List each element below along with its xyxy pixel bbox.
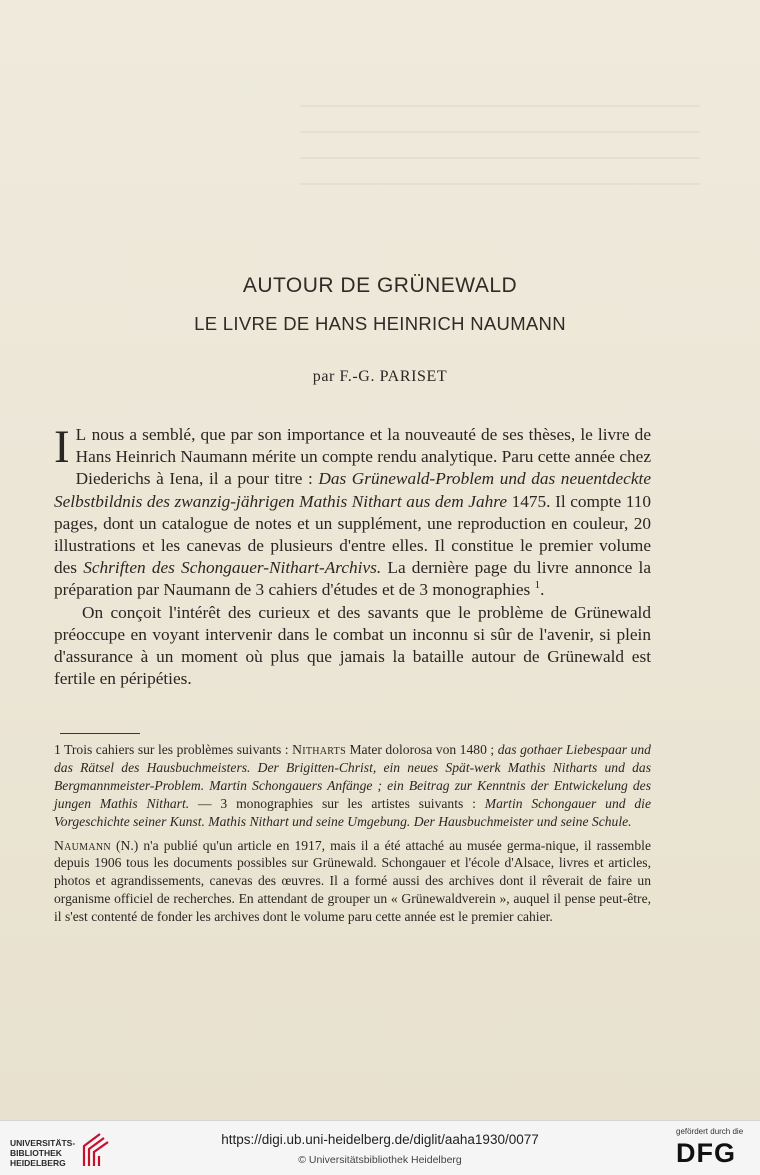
paragraph-1-end: . [540,580,545,600]
footnote-1-titles-2: Martin Schongauer und die Vorgeschichte seiner Kunst. Mathis Nithart und seine Umgebung. Der Hausbuchmeister und seine Schule. [54,795,651,829]
footnote-1-text-b: Mater dolorosa von 1480 ; [345,742,498,757]
footnote-1 [54,741,651,831]
viewer-footer [0,1120,760,1175]
article-subtitle: LE LIVRE DE HANS HEINRICH NAUMANN [194,313,566,334]
footnote-1-text-a: Trois cahiers sur les problèmes suivants : [60,742,293,757]
footnote-1-number: 1 [54,742,61,757]
library-name-line-3: HEIDELBERG [10,1158,66,1168]
article-title: AUTOUR DE GRÜNEWALD [242,274,518,297]
footnote-1-text-c: — 3 monographies sur les artistes suivants : [189,795,485,811]
dfg-funding-note: gefördert durch die [676,1127,744,1136]
library-name-line-2: BIBLIOTHEK [10,1148,62,1158]
copyright-notice: © Universitätsbibliothek Heidelberg [298,1154,462,1166]
series-title: Schriften des Schongauer-Nithart-Archivs. [83,558,382,578]
footnote-ref[interactable]: 1 [534,579,541,592]
paragraph-1 [54,421,652,602]
footnote-2-name: Naumann [54,837,111,853]
paragraph-1-text-c: La dernière page du livre annonce la préparation par Naumann de 3 cahiers d'études et de 3 monographies [54,558,652,600]
footnote-2-text: (N.) n'a publié qu'un article en 1917, mais il a été attaché au musée germa-nique, il rassemble depuis 1906 tous les documents possibles sur Grünewald. Schongauer et l'école d'Alsace, livres et articles, photos et agrandissements, canevas des œuvres. Il a formé aussi des archives dont il rêverait de faire un organisme officiel de recherches. En attendant de grouper un « Grünewaldverein », auquel il pense peut-être, il s'est contenté de fonder les archives dont le volume paru cette année est le premier cahier. [54,837,651,925]
footnote-1-name: Nitharts [292,742,346,757]
footnotes [54,741,651,932]
drop-cap: I [54,421,70,473]
footnote-rule [60,733,140,734]
paragraph-1-text-a: nous a semblé, que par son importance et la nouveauté de ses thèses, le livre de Hans Heinrich Naumann mérite un compte rendu analytique. Paru cette année chez Diederichs à Iena, il a pour titre : [75,425,651,489]
paragraph-1-text-b: 1475. Il compte 110 pages, dont un catalogue de notes et un supplément, une reproduction en couleur, 20 illustrations et les canevas de plusieurs d'entre elles. Il constitue le premier volume des [54,491,651,578]
dfg-wordmark: DFG [676,1138,736,1168]
footnote-2 [54,837,651,927]
author-byline: par F.-G. PARISET [312,368,448,385]
dfg-logo[interactable] [672,1127,752,1171]
library-name-line-1: UNIVERSITÄTS- [10,1138,76,1148]
permalink-url[interactable]: https://digi.ub.uni-heidelberg.de/diglit/aaha1930/0077 [221,1132,539,1147]
footnote-1-titles-1: das gothaer Liebespaar und das Rätsel des Hausbuchmeisters. Der Brigitten-Christ, ein neues Spät-werk Mathis Nitharts und das Bergmannmeister-Problem. Martin Schongauers Anfänge ; ein Beitrag zur Kenntnis der Entwickelung des jungen Mathis Nithart. [54,742,651,811]
article-body [54,421,652,690]
paragraph-2: On conçoit l'intérêt des curieux et des savants que le problème de Grünewald préoccupe en voyant intervenir dans le combat un inconnu si sûr de l'avenir, si plein d'assurance à un moment où plus que jamais la bataille autour de Grünewald est fertile en péripéties. [54,602,651,689]
book-title: Das Grünewald-Problem und das neuentdeckte Selbstbildnis des zwanzig-jährigen Mathis Nithart aus dem Jahre [54,469,651,511]
lead-letter: L [75,425,87,444]
bleed-through-texture [300,105,700,205]
